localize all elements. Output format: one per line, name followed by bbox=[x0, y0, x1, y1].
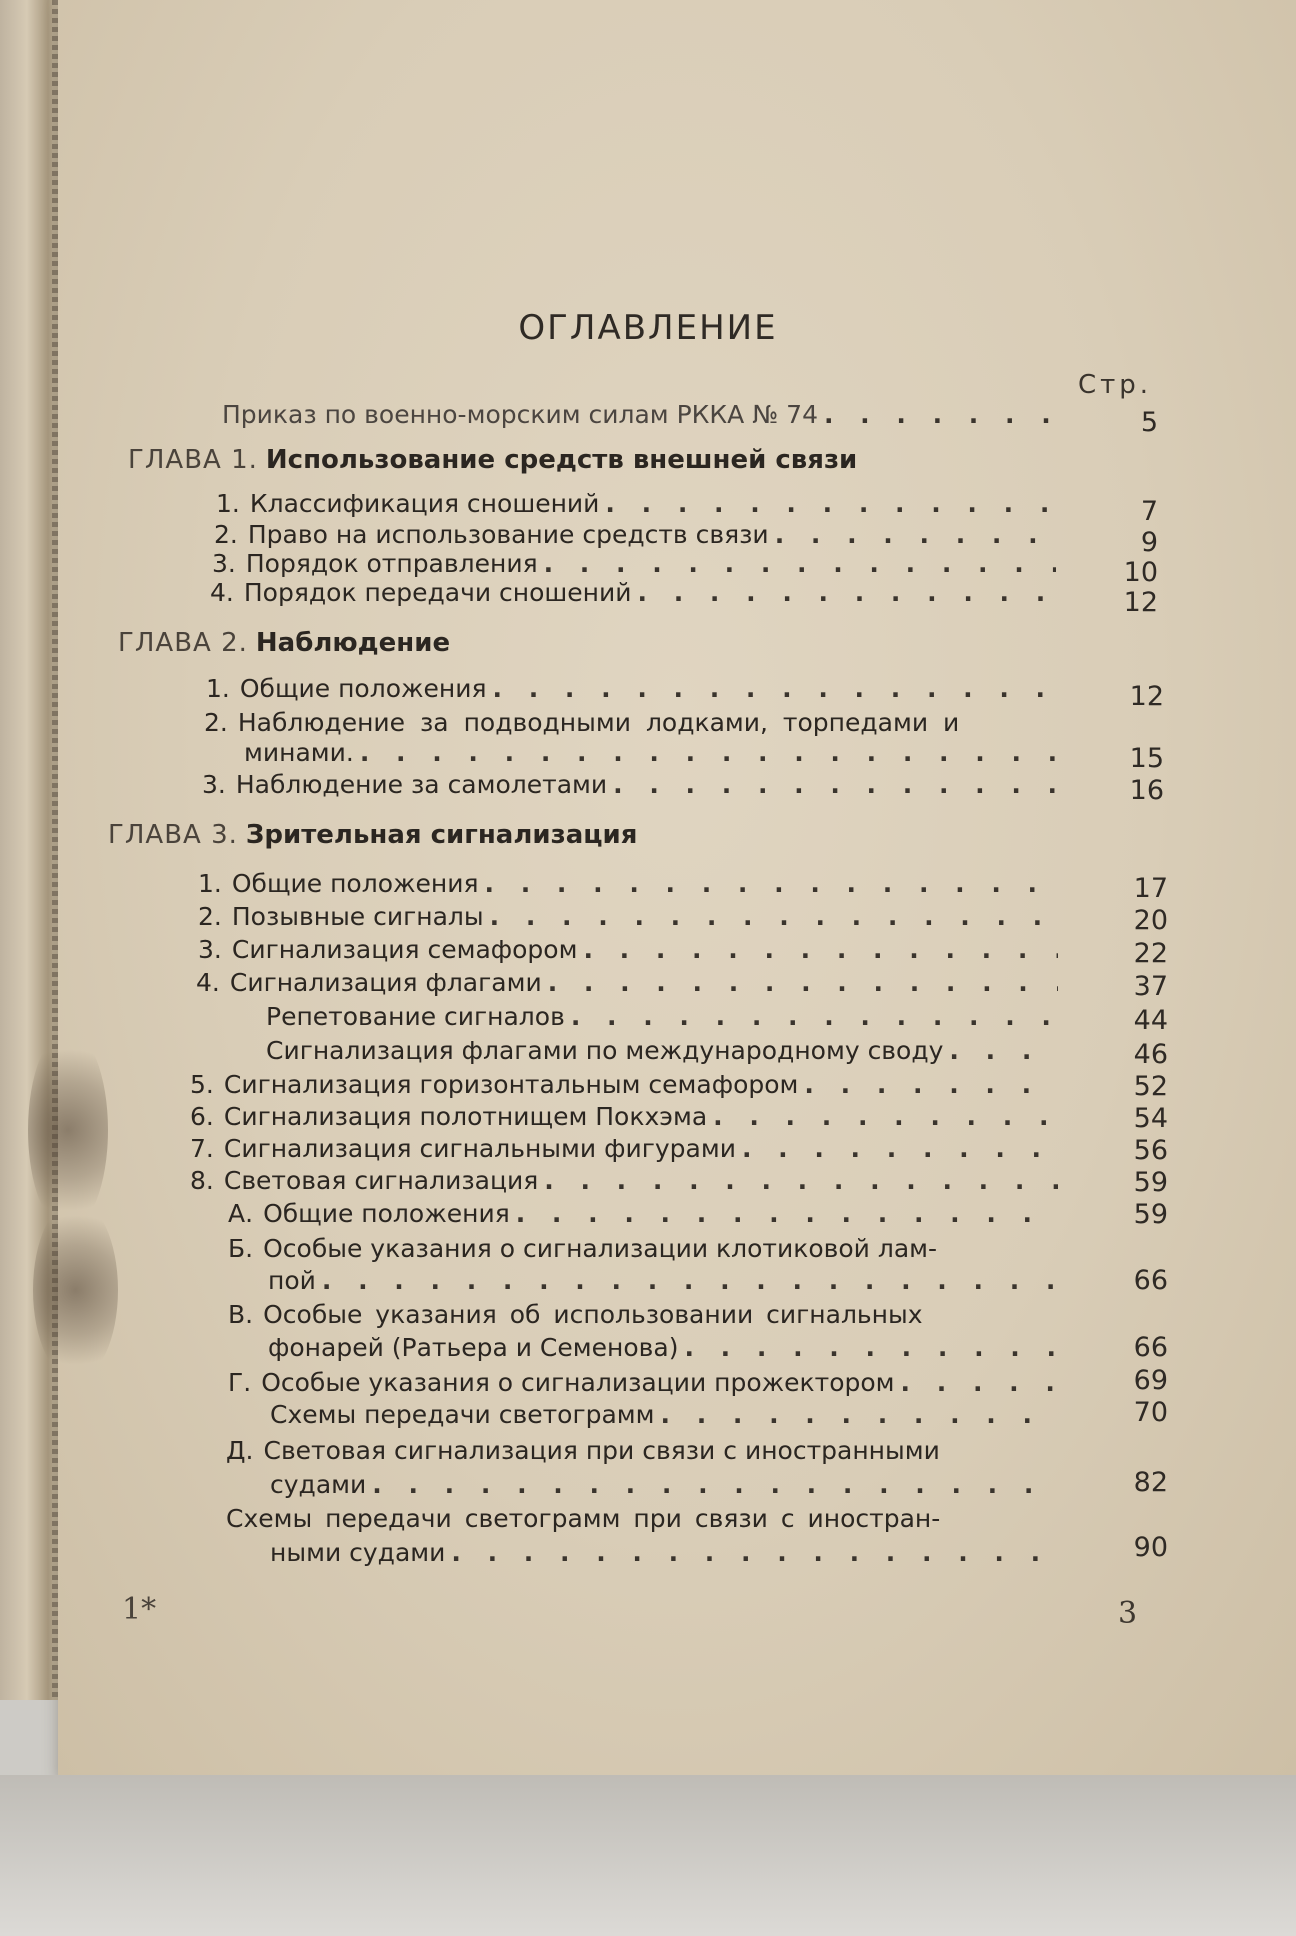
toc-entry-label: Световая сигнализация bbox=[223, 1166, 539, 1195]
toc-entry-label: Особые указания о сигнализации клотиковой лам- bbox=[263, 1234, 938, 1263]
toc-entry-number: 7. bbox=[190, 1134, 214, 1163]
chapter-heading bbox=[118, 628, 450, 658]
toc-page-number: 16 bbox=[1129, 775, 1164, 806]
dot-leader bbox=[824, 400, 1056, 430]
toc-entry-label-cont: пой bbox=[268, 1266, 316, 1295]
toc-page-number: 7 bbox=[1140, 496, 1158, 527]
toc-entry-label: Общие положения bbox=[231, 869, 479, 898]
toc-entry-label: Сигнализация флагами по международному своду bbox=[266, 1036, 944, 1065]
dot-leader bbox=[493, 674, 1056, 704]
dot-leader bbox=[901, 1368, 1058, 1398]
toc-entry-label: Световая сигнализация при связи с иностранными bbox=[263, 1436, 940, 1465]
toc-entry-continuation bbox=[244, 738, 1062, 768]
dot-leader bbox=[949, 1036, 1058, 1066]
toc-entry-number: Б. bbox=[228, 1234, 254, 1263]
toc-entry-number: 3. bbox=[202, 770, 226, 799]
toc-entry-number: 1. bbox=[206, 674, 230, 703]
dot-leader bbox=[451, 1538, 1058, 1568]
water-stain bbox=[33, 1200, 118, 1380]
dot-leader bbox=[372, 1470, 1058, 1500]
toc-entry-number: 5. bbox=[190, 1070, 214, 1099]
page-column-label: Стр. bbox=[1078, 370, 1153, 400]
toc-entry-number: 2. bbox=[214, 520, 238, 549]
toc-entry bbox=[190, 1166, 1064, 1196]
toc-entry-continuation bbox=[270, 1538, 1064, 1568]
toc-entry-label: Позывные сигналы bbox=[231, 902, 484, 931]
chapter-number: ГЛАВА 1. bbox=[128, 445, 258, 475]
toc-entry bbox=[198, 869, 1064, 899]
toc-page-number: 22 bbox=[1133, 938, 1168, 969]
toc-entry bbox=[196, 968, 1064, 998]
toc-entry-label: Схемы передачи светограмм bbox=[270, 1400, 655, 1429]
page-title: ОГЛАВЛЕНИЕ bbox=[518, 308, 778, 348]
toc-entry bbox=[206, 674, 1062, 704]
toc-entry-label: Порядок передачи сношений bbox=[243, 578, 632, 607]
toc-page-number: 82 bbox=[1133, 1467, 1168, 1498]
toc-entry bbox=[202, 770, 1062, 800]
toc-entry-label-cont: минами. bbox=[244, 738, 354, 767]
dot-leader bbox=[360, 738, 1056, 768]
toc-entry-number: А. bbox=[228, 1199, 254, 1228]
chapter-heading bbox=[108, 820, 637, 850]
toc-entry bbox=[226, 1504, 1064, 1534]
dot-leader bbox=[775, 520, 1056, 550]
toc-page-number: 70 bbox=[1133, 1397, 1168, 1428]
toc-page-number: 69 bbox=[1133, 1365, 1168, 1396]
toc-entry-number: В. bbox=[228, 1300, 254, 1329]
dot-leader bbox=[613, 770, 1056, 800]
toc-page-number: 90 bbox=[1133, 1532, 1168, 1563]
toc-page-number: 59 bbox=[1133, 1167, 1168, 1198]
chapter-number: ГЛАВА 3. bbox=[108, 820, 238, 850]
toc-entry bbox=[216, 489, 1062, 519]
toc-entry-label: Репетование сигналов bbox=[266, 1002, 565, 1031]
printer-signature-mark: 1* bbox=[122, 1592, 157, 1627]
toc-entry-number: 3. bbox=[212, 549, 236, 578]
dot-leader bbox=[638, 578, 1056, 608]
toc-entry-label: Общие положения bbox=[263, 1199, 510, 1228]
toc-entry-continuation bbox=[268, 1266, 1064, 1296]
dot-leader bbox=[516, 1199, 1058, 1229]
toc-entry-number: 6. bbox=[190, 1102, 214, 1131]
toc-page-number: 12 bbox=[1123, 587, 1158, 618]
toc-entry-continuation bbox=[270, 1470, 1064, 1500]
toc-entry bbox=[212, 549, 1062, 579]
toc-page-number: 5 bbox=[1140, 407, 1158, 438]
toc-entry bbox=[204, 708, 1062, 738]
toc-entry bbox=[228, 1368, 1064, 1398]
toc-entry-number: 3. bbox=[198, 935, 222, 964]
dot-leader bbox=[322, 1266, 1058, 1296]
dot-leader bbox=[684, 1333, 1058, 1363]
toc-entry bbox=[198, 935, 1064, 965]
toc-entry-continuation bbox=[268, 1333, 1064, 1363]
dot-leader bbox=[713, 1102, 1058, 1132]
toc-entry-label: Особые указания о сигнализации прожектором bbox=[261, 1368, 895, 1397]
toc-entry-number: 4. bbox=[210, 578, 234, 607]
toc-page-number: 56 bbox=[1133, 1135, 1168, 1166]
toc-entry-number: 2. bbox=[204, 708, 228, 737]
toc-entry bbox=[228, 1199, 1064, 1229]
dot-leader bbox=[485, 869, 1058, 899]
toc-page-number: 37 bbox=[1133, 971, 1168, 1002]
toc-entry-number: 4. bbox=[196, 968, 220, 997]
toc-entry bbox=[190, 1102, 1064, 1132]
toc-entry-label: Классификация сношений bbox=[249, 489, 600, 518]
toc-page-number: 12 bbox=[1129, 681, 1164, 712]
toc-entry-label: Наблюдение за подводными лодками, торпедами и bbox=[237, 708, 960, 737]
background-surface bbox=[0, 1775, 1296, 1936]
toc-entry-label-cont: фонарей (Ратьера и Семенова) bbox=[268, 1333, 679, 1362]
toc-entry bbox=[266, 1036, 1064, 1066]
toc-page-number: 52 bbox=[1133, 1071, 1168, 1102]
dot-leader bbox=[605, 489, 1056, 519]
page-number: 3 bbox=[1118, 1596, 1138, 1631]
dot-leader bbox=[544, 1166, 1058, 1196]
dot-leader bbox=[548, 968, 1058, 998]
toc-page-number: 54 bbox=[1133, 1103, 1168, 1134]
dot-leader bbox=[804, 1070, 1058, 1100]
water-stain bbox=[28, 1030, 108, 1230]
toc-entry bbox=[190, 1070, 1064, 1100]
dot-leader bbox=[742, 1134, 1058, 1164]
toc-entry-number: Д. bbox=[226, 1436, 254, 1465]
toc-entry-label: Сигнализация семафором bbox=[231, 935, 578, 964]
toc-entry-label: Приказ по военно-морским силам РККА № 74 bbox=[222, 400, 818, 429]
toc-entry-number: Г. bbox=[228, 1368, 252, 1397]
toc-entry bbox=[198, 902, 1064, 932]
toc-entry-number: 2. bbox=[198, 902, 222, 931]
chapter-title: Наблюдение bbox=[255, 628, 451, 658]
toc-entry-number: 8. bbox=[190, 1166, 214, 1195]
toc-page-number: 20 bbox=[1133, 905, 1168, 936]
toc-entry-label: Сигнализация горизонтальным семафором bbox=[223, 1070, 799, 1099]
toc-entry bbox=[190, 1134, 1064, 1164]
toc-entry-number: 1. bbox=[216, 489, 240, 518]
toc-entry-label-cont: ными судами bbox=[270, 1538, 446, 1567]
book-spine bbox=[0, 0, 60, 1700]
toc-entry-order bbox=[222, 400, 1062, 430]
chapter-number: ГЛАВА 2. bbox=[118, 628, 248, 658]
toc-entry-number: 1. bbox=[198, 869, 222, 898]
toc-page-number: 17 bbox=[1133, 873, 1168, 904]
toc-page-number: 9 bbox=[1140, 527, 1158, 558]
toc-entry-label: Особые указания об использовании сигнальных bbox=[263, 1300, 923, 1329]
dot-leader bbox=[583, 935, 1058, 965]
toc-entry-label: Сигнализация полотнищем Покхэма bbox=[223, 1102, 708, 1131]
toc-entry bbox=[270, 1400, 1064, 1430]
toc-page-number: 15 bbox=[1129, 743, 1164, 774]
chapter-title: Использование средств внешней связи bbox=[265, 445, 858, 475]
toc-entry bbox=[210, 578, 1062, 608]
toc-entry-label-cont: судами bbox=[270, 1470, 367, 1499]
toc-page-number: 66 bbox=[1133, 1332, 1168, 1363]
toc-entry-label: Порядок отправления bbox=[245, 549, 538, 578]
toc-page-number: 10 bbox=[1123, 557, 1158, 588]
toc-page-number: 66 bbox=[1133, 1265, 1168, 1296]
dot-leader bbox=[661, 1400, 1059, 1430]
toc-entry-label: Схемы передачи светограмм при связи с иностран- bbox=[226, 1504, 941, 1533]
toc-entry bbox=[214, 520, 1062, 550]
toc-page-number: 44 bbox=[1133, 1005, 1168, 1036]
dot-leader bbox=[571, 1002, 1058, 1032]
chapter-heading bbox=[128, 445, 857, 475]
chapter-title: Зрительная сигнализация bbox=[245, 820, 638, 850]
toc-entry bbox=[228, 1300, 1064, 1330]
toc-page-number: 46 bbox=[1133, 1039, 1168, 1070]
toc-page-number: 59 bbox=[1133, 1199, 1168, 1230]
toc-entry-label: Общие положения bbox=[239, 674, 487, 703]
dot-leader bbox=[544, 549, 1056, 579]
dot-leader bbox=[490, 902, 1058, 932]
toc-entry-label: Сигнализация сигнальными фигурами bbox=[223, 1134, 736, 1163]
toc-entry-label: Наблюдение за самолетами bbox=[235, 770, 608, 799]
toc-entry bbox=[266, 1002, 1064, 1032]
toc-entry bbox=[228, 1234, 1064, 1264]
toc-entry-label: Право на использование средств связи bbox=[247, 520, 769, 549]
toc-entry bbox=[226, 1436, 1064, 1466]
toc-entry-label: Сигнализация флагами bbox=[229, 968, 542, 997]
